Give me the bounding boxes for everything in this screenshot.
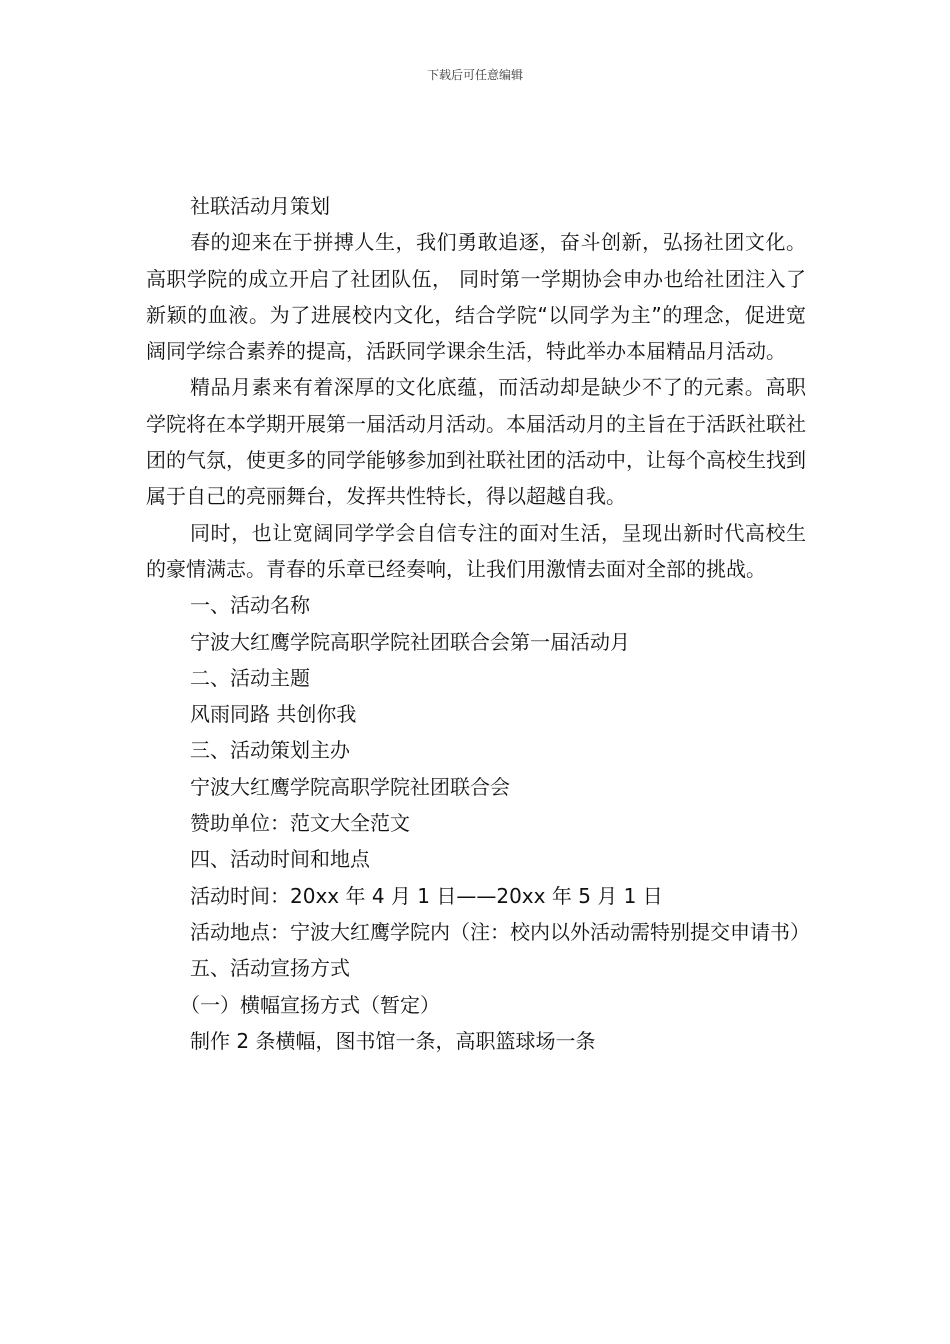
section-body-place: 活动地点：宁波大红鹰学院内（注：校内以外活动需特别提交申请书） bbox=[190, 919, 810, 944]
section-heading-promotion: 五、活动宣扬方式 bbox=[190, 956, 350, 981]
section-body-name: 宁波大红鹰学院高职学院社团联合会第一届活动月 bbox=[190, 629, 630, 654]
document-body bbox=[146, 188, 810, 1059]
document-title: 社联活动月策划 bbox=[190, 194, 330, 218]
section-body-time: 活动时间：20xx 年 4 月 1 日——20xx 年 5 月 1 日 bbox=[190, 883, 663, 908]
section-heading-name: 一、活动名称 bbox=[190, 593, 310, 618]
intro-paragraph-2: 精品月素来有着深厚的文化底蕴，而活动却是缺少不了的元素。高职学院将在本学期开展第一届活动月活动。本届活动月的主旨在于活跃社联社团的气氛，使更多的同学能够参加到社联社团的活动中，让每个高校生找到属于自己的亮丽舞台，发挥共性特长，得以超越自我。 bbox=[146, 375, 806, 509]
subsection-body-banner: 制作 2 条横幅，图书馆一条，高职篮球场一条 bbox=[190, 1028, 596, 1053]
section-body-organizer: 宁波大红鹰学院高职学院社团联合会 bbox=[190, 774, 510, 799]
subsection-heading-banner: （一）横幅宣扬方式（暂定） bbox=[180, 992, 440, 1017]
intro-paragraph-3: 同时，也让宽阔同学学会自信专注的面对生活，呈现出新时代高校生的豪情满志。青春的乐章已经奏响，让我们用激情去面对全部的挑战。 bbox=[146, 520, 806, 581]
page-header-note: 下载后可任意编辑 bbox=[426, 68, 523, 82]
section-body-theme: 风雨同路 共创你我 bbox=[190, 702, 357, 727]
intro-paragraph-1: 春的迎来在于拼搏人生，我们勇敢追逐，奋斗创新，弘扬社团文化。高职学院的成立开启了社团队伍， 同时第一学期协会申办也给社团注入了新颖的血液。为了进展校内文化，结合学院“以同学为主”的理念，促进宽阔同学综合素养的提高，活跃同学课余生活，特此举办本届精品月活动。 bbox=[146, 230, 806, 364]
section-body-sponsor: 赞助单位：范文大全范文 bbox=[190, 811, 410, 836]
section-heading-theme: 二、活动主题 bbox=[190, 665, 310, 690]
section-heading-organizer: 三、活动策划主办 bbox=[190, 738, 350, 763]
section-heading-time-place: 四、活动时间和地点 bbox=[190, 847, 370, 872]
